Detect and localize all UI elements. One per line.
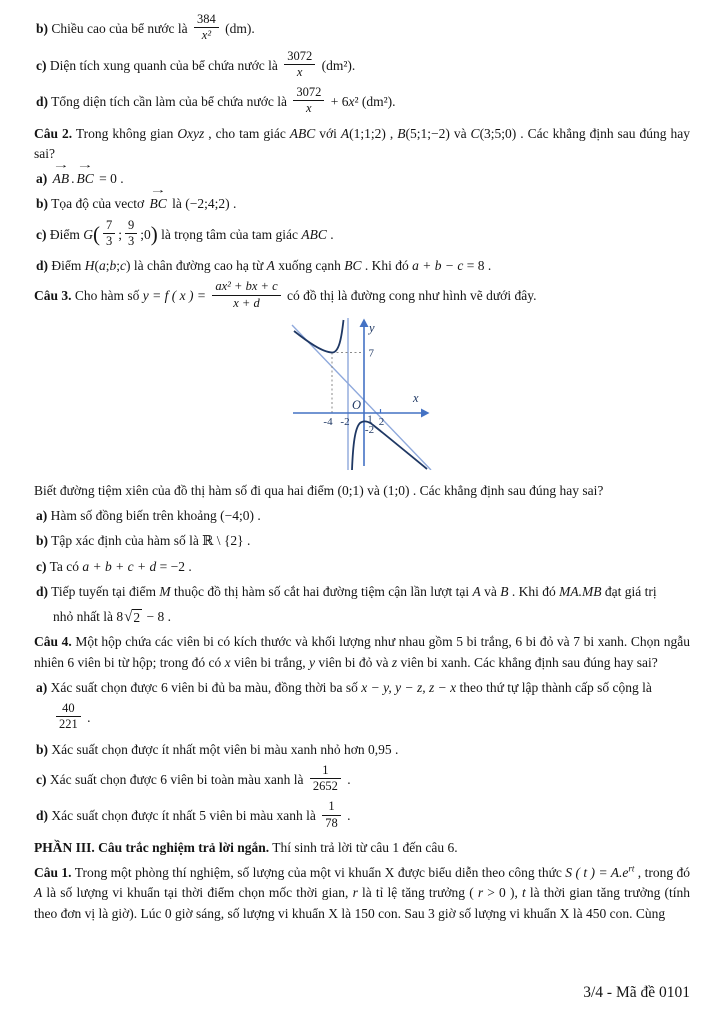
text-run: Cho hàm số <box>71 288 143 304</box>
fraction-denominator: 3 <box>128 233 135 248</box>
math-run: y = f ( x ) = <box>142 288 210 304</box>
fraction <box>103 218 115 250</box>
item-label: b) <box>36 533 49 549</box>
tick-label-1: 1 <box>367 413 373 426</box>
q3-statement-c <box>36 557 690 577</box>
q3-statement-b <box>36 531 690 551</box>
text-run: Biết đường tiệm xiên của đồ thị hàm số đi qua hai điểm (0;1) và (1;0) . Các khẳng định sau đúng hay sai? <box>34 482 604 498</box>
text-run: Thí sinh trả lời từ câu 1 đến câu 6. <box>269 839 458 855</box>
part3-header <box>34 838 690 858</box>
text-run: . Khi đó <box>361 258 413 273</box>
math-run: a + b − c <box>412 258 464 273</box>
fraction-numerator: 1 <box>322 799 341 815</box>
math-run: M <box>159 583 171 599</box>
item-label: d) <box>36 583 49 599</box>
text-run: − 8 . <box>143 609 171 624</box>
text-run: ; <box>118 226 123 242</box>
math-run: a + b + c + d <box>82 558 157 574</box>
function-graph-figure <box>290 318 460 475</box>
math-run: x <box>348 93 355 109</box>
text-run: , cho tam giác <box>204 125 290 141</box>
y-axis-arrow-icon <box>360 318 369 327</box>
q3-statement-d <box>36 582 690 602</box>
text-run: Ta có <box>46 558 83 574</box>
math-run: S ( t ) = A.e <box>565 865 629 880</box>
math-run: ABC <box>301 226 327 242</box>
text-run: Hàm số đồng biến trên khoảng (−4;0) . <box>47 508 261 523</box>
q3-intro <box>34 281 690 313</box>
origin-label: O <box>351 397 361 412</box>
item-label: a) <box>36 171 48 186</box>
math-run: A <box>34 885 43 901</box>
math-run: x <box>224 654 231 670</box>
q4-statement-a-frac <box>53 703 690 735</box>
text-run: có đồ thị là đường cong như hình vẽ dưới đây. <box>283 288 537 304</box>
x-axis-arrow-icon <box>421 408 430 417</box>
text-run: Trong một phòng thí nghiệm, số lượng của một vi khuẩn X được biểu diễn theo công thức <box>71 865 566 880</box>
vector-arrow-icon: → <box>76 160 94 171</box>
text-run: là tỉ lệ tăng trưởng ( <box>357 885 478 901</box>
q1-statement-d <box>36 87 690 119</box>
item-label: b) <box>36 741 49 757</box>
math-run: C <box>470 125 480 141</box>
fraction-denominator: x <box>306 101 312 116</box>
text-run: = 0 . <box>95 171 124 186</box>
vector <box>76 160 94 189</box>
text-run: ) là chân đường cao hạ từ <box>126 258 267 273</box>
vector-name: BC <box>76 171 94 186</box>
fraction <box>284 49 315 81</box>
fraction-denominator: x <box>296 64 303 79</box>
math-run: B <box>500 583 509 599</box>
square-root <box>124 609 142 627</box>
text-run: đạt giá trị <box>601 583 657 599</box>
fraction <box>322 799 341 831</box>
text-run <box>47 171 50 186</box>
fraction-denominator: 3 <box>106 233 113 248</box>
tick-label-7: 7 <box>368 347 374 360</box>
radicand: 2 <box>133 610 141 625</box>
text-run: Điểm <box>46 226 84 242</box>
text-run: viên bi trắng, <box>230 654 310 670</box>
item-label: Câu 3. <box>34 288 72 304</box>
fraction <box>194 12 219 44</box>
q1-statement-c <box>36 48 690 83</box>
fraction <box>212 279 280 311</box>
text-run: ² (dm²). <box>354 93 396 109</box>
text-run: và <box>480 583 501 599</box>
fraction-numerator: ax² + bx + c <box>212 279 280 295</box>
item-label: c) <box>36 771 47 787</box>
q2-intro <box>34 124 694 165</box>
curve-upper-branch <box>294 320 344 353</box>
text-run: (1;1;2) , <box>349 125 398 141</box>
text-run: Tổng diện tích cần làm của bể chứa nước là <box>48 93 291 109</box>
vector <box>52 160 70 189</box>
math-run: BC <box>344 258 362 273</box>
vector <box>149 185 167 214</box>
math-run: ABC <box>289 125 316 141</box>
item-label: c) <box>36 558 47 574</box>
math-run: b <box>109 258 117 273</box>
fraction-numerator: 9 <box>125 218 137 234</box>
fraction-denominator: 2652 <box>312 779 338 793</box>
text-run: . <box>83 709 91 725</box>
text-run: Một hộp chứa các viên bi có kích thước và khối lượng như nhau gồm 5 bi trắng, 6 bi đỏ và 7 bi xanh. Chọn ngẫu nhiên 6 viên bi từ hộp; trong đó có <box>34 634 694 670</box>
fraction-denominator: x + d <box>233 295 260 310</box>
q4-statement-d <box>36 801 690 833</box>
radical-icon: √ <box>124 609 133 625</box>
item-label: d) <box>36 93 49 109</box>
q3-statement-d-cont <box>53 607 690 627</box>
text-run: > 0 ), <box>483 885 522 901</box>
text-run: ;0 <box>140 226 151 242</box>
page-footer: 3/4 - Mã đề 0101 <box>583 984 690 1001</box>
content-before-graph <box>34 12 694 313</box>
item-label: a) <box>36 679 48 695</box>
fraction <box>310 763 341 795</box>
text-run: xuống cạnh <box>274 258 345 273</box>
fraction-denominator: 221 <box>59 717 78 732</box>
math-run: a <box>99 258 106 273</box>
math-run: A <box>340 125 350 141</box>
math-run: c <box>120 258 127 273</box>
fraction <box>293 85 324 117</box>
text-run: . <box>343 771 351 787</box>
text-run: ( <box>94 258 100 273</box>
part3-q1-intro <box>34 863 694 924</box>
text-run: Diện tích xung quanh của bể chứa nước là <box>46 57 282 73</box>
text-run: là thời gian tăng trưởng (tính theo đơn vị là giờ). Lúc 0 giờ sáng, số lượng vi khuẩn X là 150 con. Sau 3 giờ số lượng vi khuẩn X là 450 con. Cùng <box>34 885 694 921</box>
text-run: Tập xác định của hàm số là ℝ \ {2} . <box>48 533 251 549</box>
fraction-numerator: 40 <box>56 701 81 717</box>
text-run: . <box>343 808 351 824</box>
text-run: theo thứ tự lập thành cấp số cộng là <box>456 679 652 695</box>
text-run: + 6 <box>327 93 349 109</box>
item-label: b) <box>36 196 49 212</box>
text-run: ; <box>105 258 110 273</box>
text-run: (5;1;−2) và <box>405 125 471 141</box>
text-run: Tọa độ của vectơ <box>48 196 148 212</box>
q2-statement-d <box>36 256 690 276</box>
function-graph-svg <box>290 318 460 470</box>
q4-statement-c <box>36 762 690 797</box>
q2-statement-c <box>36 217 690 252</box>
text-run: ; <box>116 258 121 273</box>
oblique-asymptote <box>292 325 431 470</box>
math-run: H <box>84 258 95 273</box>
x-axis-label: x <box>413 390 419 405</box>
math-run: r <box>477 885 484 901</box>
q4-statement-a <box>36 678 690 698</box>
text-run: viên bi đỏ và <box>315 654 392 670</box>
text-run: Trong không gian <box>72 125 178 141</box>
vector-name: BC <box>149 196 167 212</box>
text-run: (3;5;0) . Các khẳng định sau đúng hay sai? <box>34 125 694 161</box>
fraction <box>125 218 137 250</box>
item-label: c) <box>36 226 47 242</box>
big-paren: ( <box>93 221 100 246</box>
text-run: Tiếp tuyến tại điểm <box>48 583 160 599</box>
math-run: B <box>397 125 406 141</box>
document-body <box>34 12 694 929</box>
tick-label-yneg2: -2 <box>364 423 375 436</box>
math-run: r <box>352 885 358 901</box>
math-run: y <box>309 654 316 670</box>
text-run: thuộc đồ thị hàm số cắt hai đường tiệm cận lần lượt tại <box>170 583 473 599</box>
fraction-denominator: 78 <box>325 815 338 830</box>
text-run: . <box>326 226 334 242</box>
text-run: Xác suất chọn được 6 viên bi toàn màu xanh là <box>46 771 307 787</box>
math-run: A <box>266 258 275 273</box>
vector-name: AB <box>52 171 70 186</box>
item-label: b) <box>36 20 49 36</box>
text-run: Xác suất chọn được ít nhất một viên bi màu xanh nhỏ hơn 0,95 . <box>48 741 399 757</box>
text-run: là số lượng vi khuẩn tại thời điểm chọn mốc thời gian, <box>42 885 353 901</box>
q3-note <box>34 481 690 501</box>
q2-statement-b <box>36 185 690 214</box>
text-run: viên bi xanh. Các khẳng định sau đúng hay sai? <box>397 654 658 670</box>
fraction-numerator: 384 <box>194 12 219 28</box>
math-run: G <box>83 226 93 242</box>
text-run: là (−2;4;2) . <box>168 196 237 212</box>
text-run: với <box>315 125 341 141</box>
text-run: . <box>71 171 75 186</box>
item-label: Câu 1. <box>34 865 72 880</box>
math-run: x − y, y − z, z − x <box>361 679 457 695</box>
text-run: nhỏ nhất là 8 <box>53 609 124 624</box>
tick-label-2: 2 <box>378 415 385 428</box>
q2-statement-a <box>36 160 690 189</box>
fraction-numerator: 1 <box>310 763 341 779</box>
y-axis-label: y <box>369 320 375 335</box>
item-label: d) <box>36 258 49 273</box>
text-run: (dm). <box>221 20 255 36</box>
math-run: MA.MB <box>559 583 602 599</box>
tick-label-neg2: -2 <box>340 415 350 428</box>
item-label: c) <box>36 57 47 73</box>
fraction-numerator: 3072 <box>284 49 315 65</box>
text-run: = 8 . <box>463 258 492 273</box>
math-run: A <box>472 583 481 599</box>
text-run: (dm²). <box>318 57 356 73</box>
q3-statement-a <box>36 506 690 526</box>
text-run: Điểm <box>48 258 85 273</box>
math-run: z <box>391 654 398 670</box>
text-run: = −2 . <box>156 558 192 574</box>
superscript: rt <box>628 863 635 874</box>
q4-intro <box>34 632 694 673</box>
text-run: Xác suất chọn được ít nhất 5 viên bi màu xanh là <box>48 808 320 824</box>
item-label: Câu 2. <box>34 125 73 141</box>
fraction-numerator: 7 <box>103 218 115 234</box>
text-run: là trọng tâm của tam giác <box>157 226 302 242</box>
content-after-graph <box>34 481 694 924</box>
vector-arrow-icon: → <box>52 160 70 171</box>
q4-statement-b <box>36 740 690 760</box>
text-run: , trong đó <box>634 865 694 880</box>
vector-arrow-icon: → <box>149 185 167 197</box>
math-run: Oxyz <box>177 125 205 141</box>
tick-label-neg4: -4 <box>323 415 333 428</box>
text-run: Chiều cao của bể nước là <box>48 20 192 36</box>
text-run: . Khi đó <box>508 583 560 599</box>
item-label: Câu 4. <box>34 634 72 650</box>
q1-statement-b <box>36 14 690 46</box>
fraction-denominator: x² <box>201 28 212 43</box>
text-run: Xác suất chọn được 6 viên bi đủ ba màu, đồng thời ba số <box>47 679 362 695</box>
fraction <box>56 701 81 733</box>
fraction-numerator: 3072 <box>293 85 324 101</box>
item-label: PHẦN III. Câu trắc nghiệm trả lời ngắn. <box>34 839 270 855</box>
item-label: d) <box>36 808 49 824</box>
math-run: t <box>521 885 526 901</box>
big-paren: ) <box>150 221 158 246</box>
item-label: a) <box>36 508 48 523</box>
